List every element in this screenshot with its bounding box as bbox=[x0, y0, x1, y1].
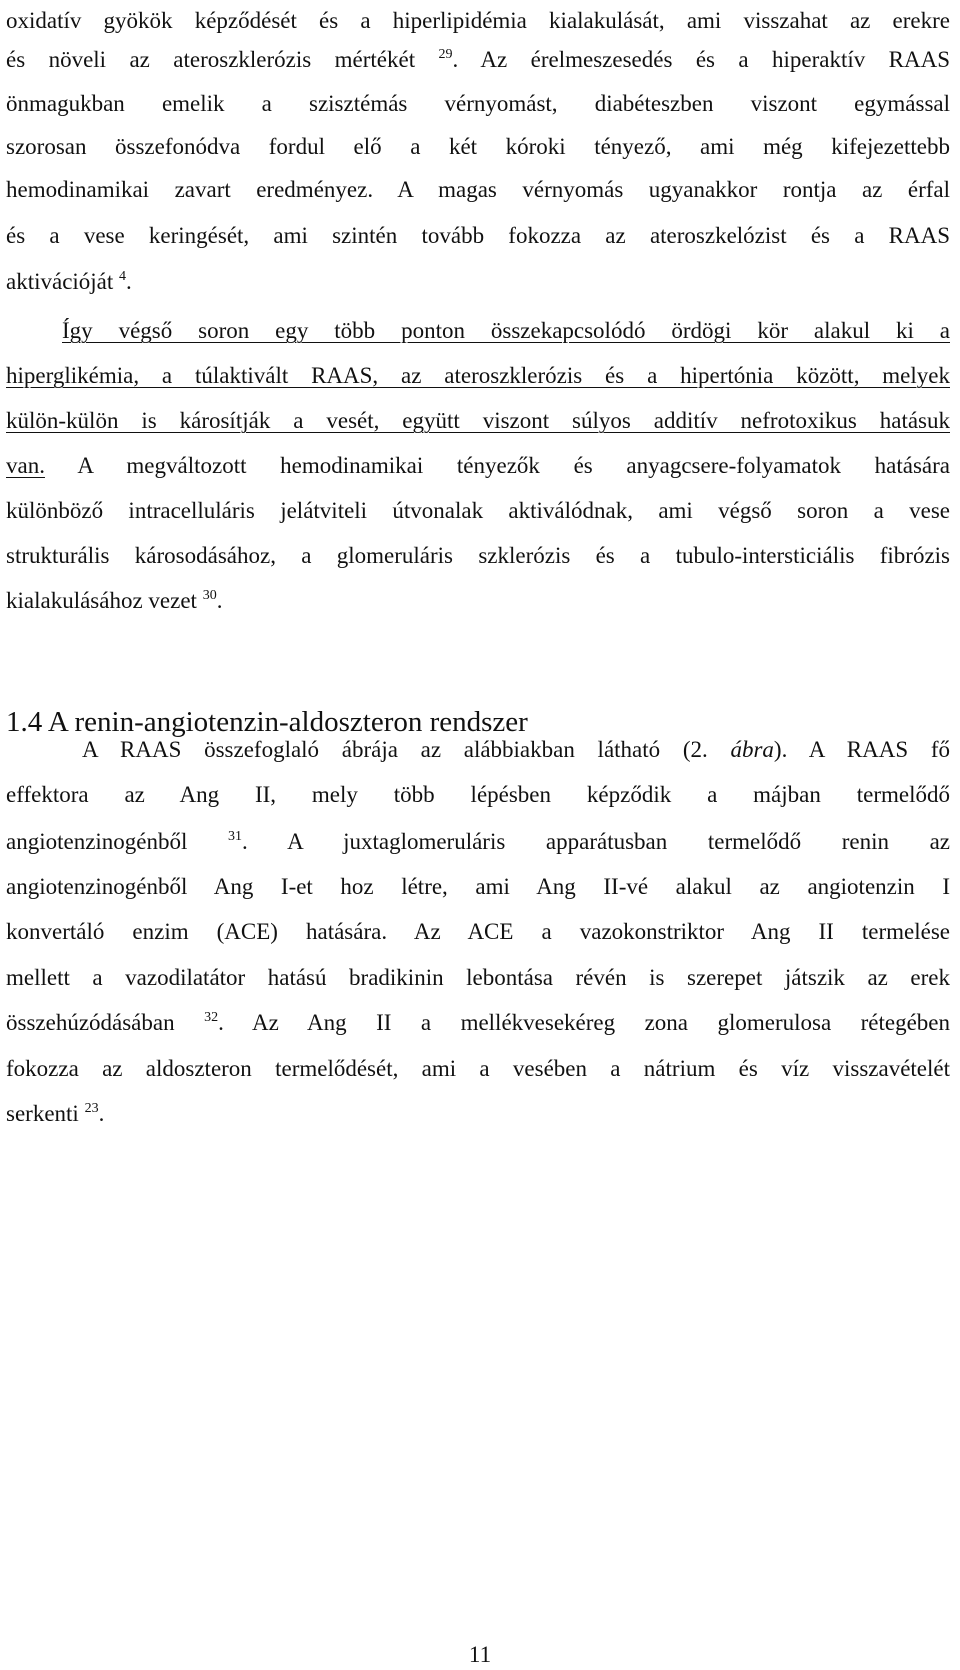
text-line bbox=[6, 1054, 950, 1084]
text-span: . Az érelmeszesedés és a hiperaktív RAAS bbox=[452, 47, 951, 72]
citation-superscript: 32 bbox=[204, 1010, 219, 1025]
text-line bbox=[6, 221, 950, 251]
citation-superscript: 23 bbox=[84, 1101, 99, 1116]
text-span: önmagukban emelik a szisztémás vérnyomást, diabéteszben viszont egymással bbox=[6, 91, 950, 116]
text-span: oxidatív gyökök képződését és a hiperlipidémia kialakulását, ami visszahat az erekre bbox=[6, 8, 950, 33]
text-span: . bbox=[216, 588, 223, 613]
citation-superscript: 30 bbox=[202, 588, 217, 603]
underlined-text: hiperglikémia, a túlaktivált RAAS, az ateroszklerózis és a hipertónia között, melyek bbox=[6, 363, 950, 388]
text-line bbox=[6, 89, 950, 119]
text-line bbox=[6, 132, 950, 162]
text-span: serkenti bbox=[6, 1101, 79, 1126]
text-line bbox=[6, 496, 950, 526]
text-line bbox=[6, 361, 950, 391]
citation-superscript: 4 bbox=[119, 269, 127, 284]
underlined-text: Így végső soron egy több ponton összekapcsolódó ördögi kör alakul ki a bbox=[62, 318, 950, 343]
text-span: A RAAS összefoglaló ábrája az alábbiakban látható (2. bbox=[82, 737, 708, 762]
text-line bbox=[6, 1099, 950, 1129]
text-span: strukturális károsodásához, a glomeruláris szklerózis és a tubulo-intersticiális fibrózis bbox=[6, 543, 950, 568]
citation-superscript: 31 bbox=[228, 829, 243, 844]
text-span: fokozza az aldoszteron termelődését, ami a vesében a nátrium és víz visszavételét bbox=[6, 1056, 950, 1081]
text-span: összehúzódásában bbox=[6, 1010, 175, 1035]
text-span: . bbox=[98, 1101, 105, 1126]
text-span: angiotenzinogénből Ang I-et hoz létre, ami Ang II-vé alakul az angiotenzin I bbox=[6, 874, 950, 899]
text-span: . bbox=[126, 269, 132, 294]
text-line bbox=[6, 6, 950, 36]
text-line bbox=[62, 316, 950, 346]
figure-reference: ábra bbox=[730, 737, 774, 762]
text-line bbox=[6, 45, 950, 75]
page-number: 11 bbox=[468, 1642, 492, 1667]
underlined-text: van. bbox=[6, 453, 45, 478]
text-span: és a vese keringését, ami szintén tovább fokozza az ateroszkelózist és a RAAS bbox=[6, 223, 950, 248]
text-span: A megváltozott hemodinamikai tényezők és anyagcsere-folyamatok hatására bbox=[44, 453, 950, 478]
section-heading: 1.4 A renin-angiotenzin-aldoszteron rendszer bbox=[6, 706, 528, 738]
text-line bbox=[6, 586, 950, 616]
text-line bbox=[6, 780, 950, 810]
text-line bbox=[6, 1008, 950, 1038]
text-span: effektora az Ang II, mely több lépésben képződik a májban termelődő bbox=[6, 782, 950, 807]
text-line bbox=[6, 917, 950, 947]
text-line bbox=[6, 541, 950, 571]
text-span: különböző intracelluláris jelátviteli útvonalak aktiválódnak, ami végső soron a vese bbox=[6, 498, 950, 523]
text-span: szorosan összefonódva fordul elő a két kóroki tényező, ami még kifejezettebb bbox=[6, 134, 950, 159]
text-span: angiotenzinogénből bbox=[6, 829, 188, 854]
text-span: aktivációját bbox=[6, 269, 114, 294]
text-span: . Az Ang II a mellékvesekéreg zona glomerulosa rétegében bbox=[218, 1010, 950, 1035]
text-span: . A juxtaglomeruláris apparátusban termelődő renin az bbox=[242, 829, 951, 854]
text-line bbox=[6, 406, 950, 436]
text-line bbox=[6, 267, 950, 297]
text-line bbox=[6, 827, 950, 857]
text-line bbox=[6, 451, 950, 481]
citation-superscript: 29 bbox=[438, 47, 453, 62]
text-span: hemodinamikai zavart eredményez. A magas vérnyomás ugyanakkor rontja az érfal bbox=[6, 177, 950, 202]
text-span: konvertáló enzim (ACE) hatására. Az ACE a vazokonstriktor Ang II termelése bbox=[6, 919, 950, 944]
text-line bbox=[82, 735, 950, 765]
text-span: kialakulásához vezet bbox=[6, 588, 197, 613]
underlined-text: külön-külön is károsítják a vesét, együtt viszont súlyos additív nefrotoxikus hatásuk bbox=[6, 408, 950, 433]
text-span: mellett a vazodilatátor hatású bradikinin lebontása révén is szerepet játszik az erek bbox=[6, 965, 950, 990]
text-line bbox=[6, 175, 950, 205]
text-line bbox=[6, 963, 950, 993]
text-line bbox=[6, 872, 950, 902]
text-span: ). A RAAS fő bbox=[773, 737, 950, 762]
text-span: és növeli az ateroszklerózis mértékét bbox=[6, 47, 416, 72]
